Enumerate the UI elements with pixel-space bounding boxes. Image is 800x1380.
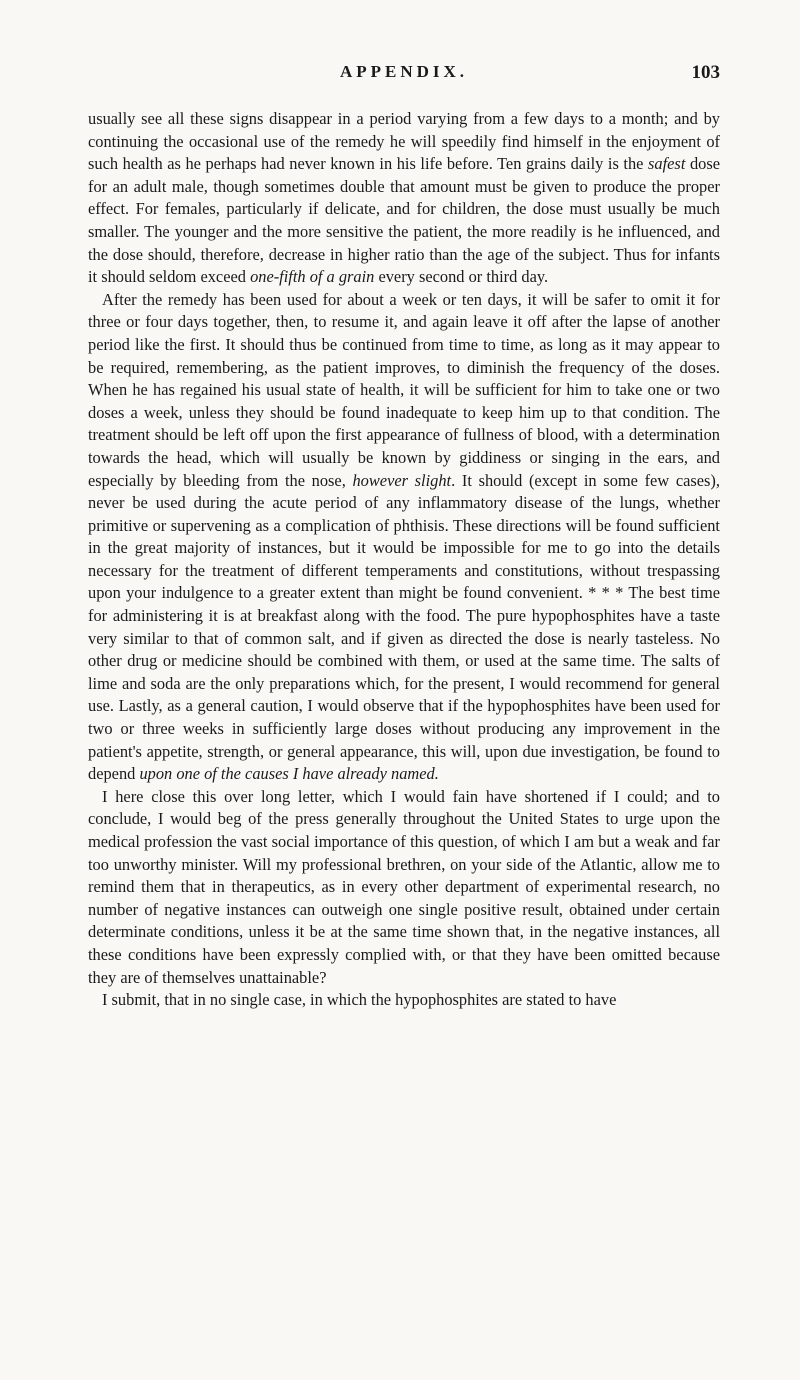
running-head xyxy=(88,62,720,90)
paragraph-text: dose for an adult male, though sometimes double that amount must be given to produce the proper effect. For females, particularly if delicate, and for children, the dose must usually be much smaller. The younger and the more sensitive the patient, the more readily is he influenced, and the dose should, therefore, decrease in higher ratio than the age of the subject. Thus for infants it should seldom exceed xyxy=(88,154,720,287)
paragraph xyxy=(88,108,720,289)
paragraph-text: I submit, that in no single case, in which the hypophosphites are stated to have xyxy=(102,990,617,1010)
running-title: APPENDIX. xyxy=(339,62,469,81)
paragraph xyxy=(88,786,720,989)
paragraph xyxy=(88,289,720,786)
italic-text: one-fifth of a grain xyxy=(250,267,375,287)
italic-text: upon one of the causes I have already named. xyxy=(139,764,439,784)
italic-text: safest xyxy=(648,154,686,174)
page-number: 103 xyxy=(691,62,720,83)
paragraph-text: I here close this over long letter, which I would fain have shortened if I could; and to conclude, I would beg of the press generally throughout the United States to urge upon the medical profession the vast social importance of this question, of which I am but a weak and far too unworthy minister. Will my professional brethren, on your side of the Atlantic, allow me to remind them that in therapeutics, as in every other department of experimental research, no number of negative instances can outweigh one single positive result, obtained under certain determinate conditions, unless it be at the same time shown that, in the negative instances, all these conditions have been expressly complied with, or that they have been omitted because they are of themselves unattainable? xyxy=(88,786,720,987)
paragraph-text: After the remedy has been used for about a week or ten days, it will be safer to omit it for three or four days together, then, to resume it, and again leave it off after the lapse of another period like the first. It should thus be continued from time to time, as long as it may appear to be required, remembering, as the patient improves, to diminish the frequency of the doses. When he has regained his usual state of health, it will be sufficient for him to take one or two doses a week, unless they should be found inadequate to keep him up to that condition. The treatment should be left off upon the first appearance of fullness of blood, with a determination towards the head, which will usually be known by giddiness or singing in the ears, and especially by bleeding from the nose, xyxy=(88,289,720,490)
body-text xyxy=(88,108,720,1012)
italic-text: however slight xyxy=(352,470,452,490)
paragraph-text: usually see all these signs disappear in a period varying from a few days to a month; and by continuing the occasional use of the remedy he will speedily find himself in the enjoyment of such health as he perhaps had never known in his life before. Ten grains daily is the xyxy=(88,109,720,174)
paragraph-text: every second or third day. xyxy=(374,267,549,287)
paragraph xyxy=(88,989,720,1012)
paragraph-text: . It should (except in some few cases), never be used during the acute period of any inflammatory disease of the lungs, whether primitive or supervening as a complication of phthisis. These directions will be found sufficient in the great majority of instances, but it would be impossible for me to go into the details necessary for the treatment of different temperaments and constitutions, without trespassing upon your indulgence to a greater extent than might be found convenient. * * * The best time for administering it is at breakfast along with the food. The pure hypophosphites have a taste very similar to that of common salt, and if given as directed the dose is nearly tasteless. No other drug or medicine should be combined with them, or used at the same time. The salts of lime and soda are the only preparations which, for the present, I would recommend for general use. Lastly, as a general caution, I would observe that if the hypophosphites have been used for two or three weeks in sufficiently large doses without producing any improvement in the patient's appetite, strength, or general appearance, this will, upon due investigation, be found to depend xyxy=(88,470,720,784)
